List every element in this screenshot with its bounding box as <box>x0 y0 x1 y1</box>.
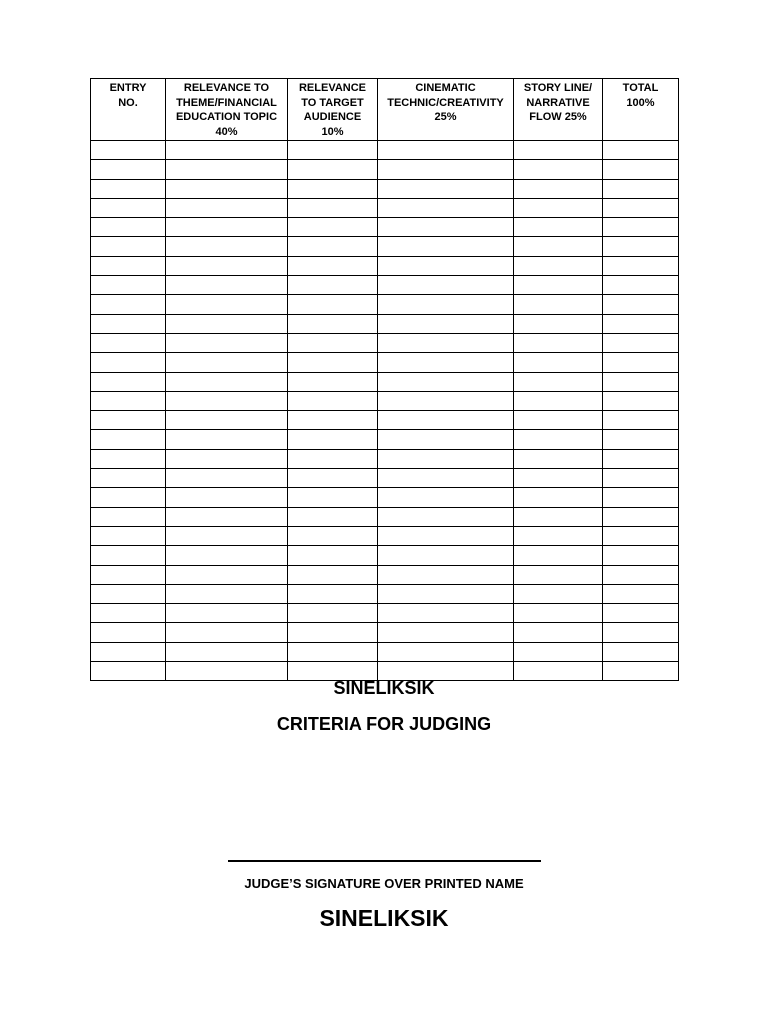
header-total: TOTAL 100% <box>603 79 679 141</box>
table-row <box>91 430 679 449</box>
table-cell <box>378 179 514 198</box>
table-cell <box>91 642 166 661</box>
table-row <box>91 179 679 198</box>
table-row <box>91 314 679 333</box>
table-cell <box>378 295 514 314</box>
table-cell <box>166 411 288 430</box>
table-cell <box>288 314 378 333</box>
table-cell <box>514 160 603 179</box>
table-row <box>91 584 679 603</box>
table-row <box>91 372 679 391</box>
table-cell <box>288 198 378 217</box>
table-row <box>91 507 679 526</box>
table-cell <box>91 526 166 545</box>
table-cell <box>166 179 288 198</box>
table-cell <box>378 141 514 160</box>
table-cell <box>166 372 288 391</box>
table-cell <box>91 430 166 449</box>
judging-score-table <box>90 78 679 681</box>
table-cell <box>166 488 288 507</box>
signature-label: JUDGE’S SIGNATURE OVER PRINTED NAME <box>244 876 524 891</box>
table-cell <box>91 507 166 526</box>
table-cell <box>166 295 288 314</box>
table-cell <box>288 295 378 314</box>
org-title: SINELIKSIK <box>333 678 435 698</box>
table-cell <box>603 314 679 333</box>
table-cell <box>603 218 679 237</box>
table-cell <box>91 449 166 468</box>
table-cell <box>514 584 603 603</box>
table-cell <box>378 276 514 295</box>
table-cell <box>514 218 603 237</box>
table-cell <box>514 623 603 642</box>
table-cell <box>166 391 288 410</box>
table-cell <box>166 430 288 449</box>
table-cell <box>166 642 288 661</box>
table-cell <box>288 141 378 160</box>
table-cell <box>288 160 378 179</box>
table-cell <box>288 237 378 256</box>
table-cell <box>603 141 679 160</box>
table-cell <box>166 584 288 603</box>
table-cell <box>514 353 603 372</box>
table-cell <box>166 526 288 545</box>
table-cell <box>514 198 603 217</box>
table-cell <box>288 411 378 430</box>
table-cell <box>91 565 166 584</box>
table-cell <box>91 314 166 333</box>
table-row <box>91 546 679 565</box>
table-cell <box>378 565 514 584</box>
table-cell <box>91 584 166 603</box>
table-cell <box>288 526 378 545</box>
table-cell <box>166 237 288 256</box>
table-cell <box>91 488 166 507</box>
table-cell <box>91 333 166 352</box>
table-cell <box>514 526 603 545</box>
table-cell <box>378 584 514 603</box>
table-cell <box>288 179 378 198</box>
table-header-row <box>91 79 679 141</box>
table-cell <box>166 198 288 217</box>
table-cell <box>166 449 288 468</box>
table-cell <box>603 507 679 526</box>
table-cell <box>91 141 166 160</box>
table-cell <box>603 565 679 584</box>
table-cell <box>378 526 514 545</box>
table-cell <box>166 353 288 372</box>
table-row <box>91 565 679 584</box>
table-cell <box>378 604 514 623</box>
table-cell <box>91 411 166 430</box>
table-cell <box>378 642 514 661</box>
table-cell <box>91 546 166 565</box>
table-cell <box>603 411 679 430</box>
table-cell <box>91 276 166 295</box>
table-row <box>91 237 679 256</box>
table-cell <box>288 565 378 584</box>
header-cinematic-technic: CINEMATIC TECHNIC/CREATIVITY 25% <box>378 79 514 141</box>
table-cell <box>166 333 288 352</box>
table-cell <box>603 430 679 449</box>
table-cell <box>603 276 679 295</box>
header-relevance-audience: RELEVANCE TO TARGET AUDIENCE 10% <box>288 79 378 141</box>
table-cell <box>288 218 378 237</box>
table-cell <box>288 276 378 295</box>
table-cell <box>378 160 514 179</box>
table-cell <box>91 295 166 314</box>
table-cell <box>378 372 514 391</box>
table-cell <box>378 353 514 372</box>
table-cell <box>91 237 166 256</box>
table-cell <box>166 256 288 275</box>
table-cell <box>603 488 679 507</box>
table-cell <box>378 449 514 468</box>
table-cell <box>166 546 288 565</box>
table-cell <box>378 198 514 217</box>
table-cell <box>514 604 603 623</box>
table-cell <box>288 430 378 449</box>
table-cell <box>514 314 603 333</box>
table-row <box>91 276 679 295</box>
table-cell <box>378 237 514 256</box>
table-cell <box>288 642 378 661</box>
table-row <box>91 623 679 642</box>
table-cell <box>603 623 679 642</box>
table-cell <box>166 141 288 160</box>
signature-line <box>228 860 541 862</box>
table-cell <box>514 507 603 526</box>
table-cell <box>603 333 679 352</box>
table-cell <box>288 333 378 352</box>
table-cell <box>288 507 378 526</box>
table-row <box>91 469 679 488</box>
table-cell <box>91 353 166 372</box>
table-cell <box>603 179 679 198</box>
table-row <box>91 141 679 160</box>
table-cell <box>514 488 603 507</box>
table-cell <box>91 218 166 237</box>
table-cell <box>603 449 679 468</box>
table-cell <box>378 333 514 352</box>
table-cell <box>514 411 603 430</box>
table-cell <box>514 179 603 198</box>
table-cell <box>288 469 378 488</box>
table-cell <box>166 565 288 584</box>
table-cell <box>603 584 679 603</box>
table-row <box>91 353 679 372</box>
bottom-org-title: SINELIKSIK <box>319 905 449 931</box>
table-cell <box>603 469 679 488</box>
table-cell <box>603 353 679 372</box>
header-entry-no: ENTRY NO. <box>91 79 166 141</box>
table-cell <box>288 488 378 507</box>
table-row <box>91 160 679 179</box>
table-cell <box>166 507 288 526</box>
table-cell <box>514 449 603 468</box>
table-cell <box>288 256 378 275</box>
table-cell <box>603 642 679 661</box>
table-cell <box>514 333 603 352</box>
table-cell <box>91 391 166 410</box>
table-cell <box>514 546 603 565</box>
table-cell <box>288 449 378 468</box>
table-cell <box>603 526 679 545</box>
table-cell <box>603 546 679 565</box>
table-cell <box>166 218 288 237</box>
table-cell <box>166 160 288 179</box>
table-cell <box>288 391 378 410</box>
table-row <box>91 295 679 314</box>
table-cell <box>91 198 166 217</box>
table-row <box>91 218 679 237</box>
table-cell <box>378 218 514 237</box>
table-cell <box>378 411 514 430</box>
table-cell <box>288 546 378 565</box>
table-cell <box>603 372 679 391</box>
table-cell <box>603 604 679 623</box>
table-row <box>91 256 679 275</box>
table-cell <box>166 314 288 333</box>
table-cell <box>603 295 679 314</box>
table-cell <box>91 469 166 488</box>
table-row <box>91 604 679 623</box>
table-cell <box>288 604 378 623</box>
header-story-line: STORY LINE/ NARRATIVE FLOW 25% <box>514 79 603 141</box>
table-row <box>91 198 679 217</box>
table-cell <box>514 141 603 160</box>
table-cell <box>378 469 514 488</box>
table-row <box>91 526 679 545</box>
table-cell <box>166 604 288 623</box>
table-cell <box>514 469 603 488</box>
table-cell <box>166 623 288 642</box>
header-relevance-theme: RELEVANCE TO THEME/FINANCIAL EDUCATION TOPIC 40% <box>166 79 288 141</box>
table-cell <box>514 430 603 449</box>
table-cell <box>91 160 166 179</box>
table-cell <box>288 372 378 391</box>
table-cell <box>288 584 378 603</box>
table-cell <box>603 391 679 410</box>
table-row <box>91 488 679 507</box>
table-cell <box>91 256 166 275</box>
table-cell <box>166 276 288 295</box>
table-cell <box>91 604 166 623</box>
table-cell <box>378 391 514 410</box>
table-cell <box>91 372 166 391</box>
table-row <box>91 449 679 468</box>
table-cell <box>514 237 603 256</box>
table-cell <box>603 160 679 179</box>
table-cell <box>91 179 166 198</box>
table-body <box>91 141 679 681</box>
table-row <box>91 642 679 661</box>
table-cell <box>603 256 679 275</box>
table-row <box>91 333 679 352</box>
table-cell <box>378 430 514 449</box>
table-cell <box>514 276 603 295</box>
table-cell <box>378 488 514 507</box>
table-row <box>91 391 679 410</box>
table-cell <box>603 198 679 217</box>
table-cell <box>514 256 603 275</box>
criteria-title: CRITERIA FOR JUDGING <box>276 714 492 734</box>
table-row <box>91 411 679 430</box>
table-cell <box>288 623 378 642</box>
table-cell <box>288 353 378 372</box>
table-cell <box>378 507 514 526</box>
table-cell <box>378 314 514 333</box>
table-cell <box>514 391 603 410</box>
table-cell <box>514 295 603 314</box>
table-cell <box>166 469 288 488</box>
table-cell <box>514 642 603 661</box>
table-cell <box>514 565 603 584</box>
table-cell <box>378 256 514 275</box>
table-cell <box>91 623 166 642</box>
table-cell <box>378 546 514 565</box>
table-cell <box>514 372 603 391</box>
table-cell <box>603 237 679 256</box>
table-cell <box>378 623 514 642</box>
